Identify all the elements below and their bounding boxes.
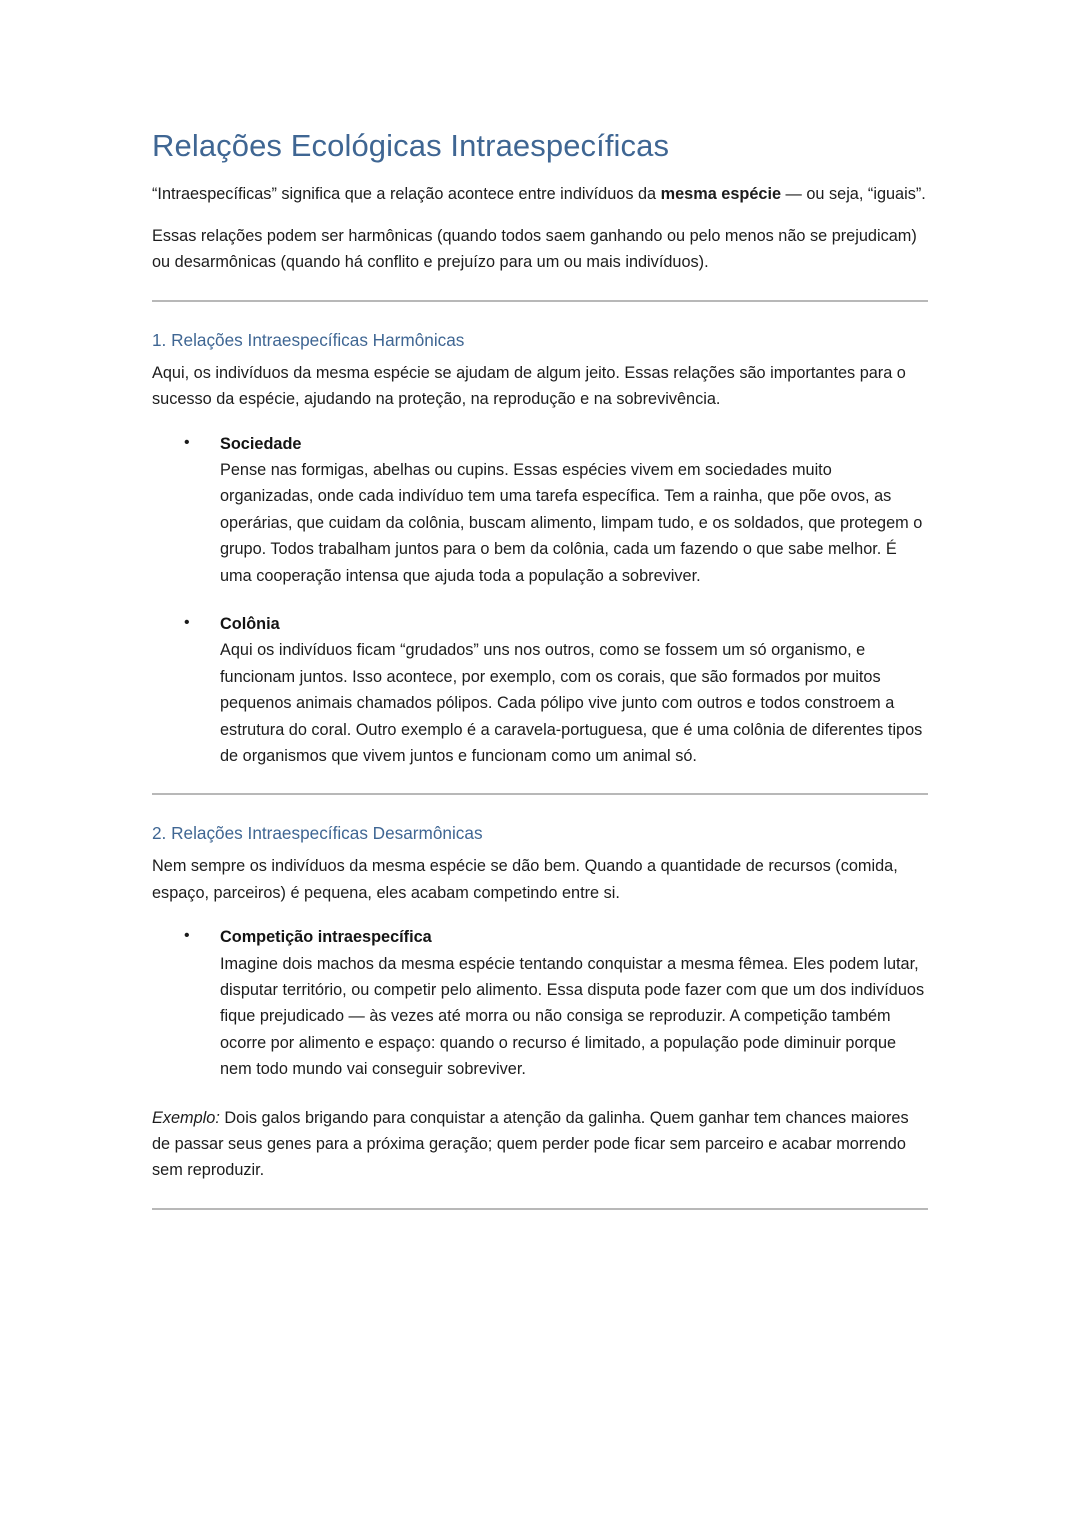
section-divider-1	[152, 300, 928, 302]
intro-paragraph-1	[152, 181, 928, 207]
bullet-body-competicao: Imagine dois machos da mesma espécie tentando conquistar a mesma fêmea. Eles podem lutar, disputar território, ou competir pelo alimento. Essa disputa pode fazer com que um dos indivíduos fique prejudicado — às vezes até morra ou não consiga se reproduzir. A competição também ocorre por alimento e espaço: quando o recurso é limitado, a população pode diminuir porque nem todo mundo vai conseguir sobreviver.	[220, 954, 925, 1079]
section-divider-3	[152, 1208, 928, 1210]
bullet-title-sociedade: • Sociedade	[220, 434, 302, 453]
section-desarmonicas	[152, 821, 928, 1183]
bullet-body-colonia: Aqui os indivíduos ficam “grudados” uns nos outros, como se fossem um só organismo, e funcionam juntos. Isso acontece, por exemplo, com os corais, que são formados por muitos pequenos animais chamados pólipos. Cada pólipo vive junto com outros e todos constroem a estrutura do coral. Outro exemplo é a caravela-portuguesa, que é uma colônia de diferentes tipos de organismos que vivem juntos e funcionam como um animal só.	[220, 641, 923, 765]
bullet-title-colonia: • Colônia	[220, 614, 280, 633]
section-divider-2	[152, 793, 928, 795]
intro-bold-phrase: mesma espécie	[660, 184, 782, 203]
intro-paragraph-2: Essas relações podem ser harmônicas (quando todos saem ganhando ou pelo menos não se prejudicam) ou desarmônicas (quando há conflito e prejuízo para um ou mais indivíduos).	[152, 226, 917, 272]
intro-text-part-2: — ou seja, “iguais”.	[781, 184, 926, 203]
section-heading-1: 1. Relações Intraespecíficas Harmônicas	[152, 329, 465, 350]
bullet-list-desarmonicas	[152, 924, 928, 1082]
example-body: Dois galos brigando para conquistar a atenção da galinha. Quem ganhar tem chances maiores de passar seus genes para a próxima geração; quem perder pode ficar sem parceiro e acabar morrendo sem reproduzir.	[152, 1108, 909, 1180]
page-title: Relações Ecológicas Intraespecíficas	[152, 128, 670, 163]
section-2-intro: Nem sempre os indivíduos da mesma espécie se dão bem. Quando a quantidade de recursos (comida, espaço, parceiros) é pequena, eles acabam competindo entre si.	[152, 857, 898, 902]
list-item	[152, 611, 928, 769]
section-harmonicas	[152, 328, 928, 770]
list-item	[152, 431, 928, 589]
list-item	[152, 924, 928, 1082]
bullet-list-harmonicas	[152, 431, 928, 770]
section-heading-2: 2. Relações Intraespecíficas Desarmônicas	[152, 823, 483, 844]
bullet-body-sociedade: Pense nas formigas, abelhas ou cupins. Essas espécies vivem em sociedades muito organizadas, onde cada indivíduo tem uma tarefa específica. Tem a rainha, que põe ovos, as operárias, que cuidam da colônia, buscam alimento, limpam tudo, e os soldados, que protegem o grupo. Todos trabalham juntos para o bem da colônia, cada um fazendo o que sabe melhor. É uma cooperação intensa que ajuda toda a população a sobreviver.	[220, 461, 923, 585]
intro-text-part-1: “Intraespecíficas” significa que a relação acontece entre indivíduos da	[152, 184, 661, 203]
bullet-title-competicao: • Competição intraespecífica	[220, 928, 432, 947]
example-label: Exemplo:	[152, 1108, 220, 1127]
section-1-intro: Aqui, os indivíduos da mesma espécie se ajudam de algum jeito. Essas relações são importantes para o sucesso da espécie, ajudando na proteção, na reprodução e na sobrevivência.	[152, 363, 906, 409]
example-paragraph	[152, 1105, 928, 1184]
